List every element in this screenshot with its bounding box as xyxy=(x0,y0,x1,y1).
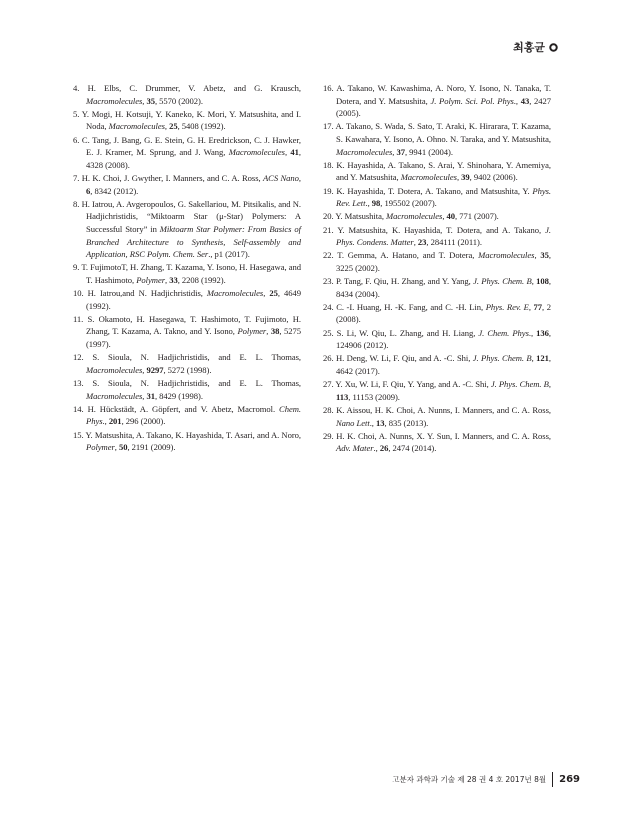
reference-item xyxy=(73,313,301,351)
reference-text: S. Sioula, N. Hadjichristidis, and E. L. Thomas, xyxy=(92,352,301,363)
reference-text: , 5408 (1992). xyxy=(177,121,226,132)
reference-journal: Adv. Mater xyxy=(336,443,374,454)
reference-volume: 113 xyxy=(336,391,349,402)
reference-journal: Nano Lett xyxy=(336,417,370,428)
reference-text: ., xyxy=(373,443,380,454)
reference-text: H. Elbs, C. Drummer, V. Abetz, and G. Krausch, xyxy=(87,83,301,93)
running-header-author xyxy=(513,39,558,55)
reference-journal: Macromolecules xyxy=(228,147,285,158)
reference-number: 4. xyxy=(73,83,80,93)
reference-volume: 136 xyxy=(536,327,549,338)
reference-item xyxy=(73,108,301,133)
reference-text: , 9402 (2006). xyxy=(469,172,518,183)
reference-text: H. Hückstädt, A. Göpfert, and V. Abetz, Macromol. xyxy=(87,403,280,414)
reference-item xyxy=(73,172,301,197)
author-name: 최홍균 xyxy=(513,41,545,54)
reference-number: 25. xyxy=(323,327,334,338)
reference-number: 11. xyxy=(73,313,84,324)
reference-text: , 195502 (2007). xyxy=(380,198,437,209)
reference-text: H. Iatrou,and N. Hadjichristidis, xyxy=(87,288,207,299)
reference-text: , xyxy=(413,237,418,248)
reference-list-right xyxy=(323,82,551,456)
reference-volume: 40 xyxy=(446,211,456,222)
reference-item xyxy=(73,82,301,107)
reference-item xyxy=(323,430,551,455)
reference-text: , 284111 (2011). xyxy=(426,237,482,248)
reference-text: , 3225 (2002). xyxy=(336,250,551,273)
reference-text: Y. Mogi, H. Kotsuji, Y. Kaneko, K. Mori, Y. Matsushita, and I. Noda, xyxy=(81,108,302,132)
reference-text: , 835 (2013). xyxy=(384,417,429,428)
reference-volume: 39 xyxy=(461,172,470,183)
reference-item xyxy=(323,352,551,377)
reference-item xyxy=(323,327,551,352)
reference-item xyxy=(73,429,301,454)
reference-text: , xyxy=(298,172,301,183)
reference-journal: J. Polym. Sci. Pol. Phys xyxy=(430,95,514,106)
reference-text: , xyxy=(165,274,170,285)
page-number: 269 xyxy=(559,774,580,785)
page-footer xyxy=(392,772,580,787)
reference-text: , 8342 (2012). xyxy=(90,185,139,196)
reference-text: H. Deng, W. Li, F. Qiu, and A. -C. Shi, xyxy=(336,353,473,364)
reference-item xyxy=(73,198,301,261)
reference-text: , xyxy=(392,146,397,157)
reference-text: ., xyxy=(102,416,109,427)
reference-journal: J. Phys. Chem. B xyxy=(473,276,532,287)
reference-text: , 4328 (2008). xyxy=(86,147,302,170)
reference-item xyxy=(73,351,301,376)
reference-text: , 2 (2008). xyxy=(336,301,551,325)
reference-number: 14. xyxy=(73,403,84,414)
reference-item xyxy=(323,120,551,158)
reference-item xyxy=(323,224,551,249)
reference-item xyxy=(73,261,301,286)
reference-journal: Macromolecules xyxy=(386,211,443,222)
reference-text: , 8429 (1998). xyxy=(154,390,203,401)
reference-text: Y. Matsushita, xyxy=(335,211,387,222)
reference-text: Y. Xu, W. Li, F. Qiu, Y. Yang, and A. -C. Shi, xyxy=(335,379,491,390)
reference-number: 28. xyxy=(323,404,334,415)
reference-number: 10. xyxy=(73,288,84,299)
reference-text: , xyxy=(284,147,291,158)
reference-volume: 35 xyxy=(540,250,549,261)
reference-text: , 8434 (2004). xyxy=(336,276,551,299)
reference-text: , 5570 (2002). xyxy=(154,95,203,106)
reference-text: , xyxy=(548,379,551,390)
reference-volume: 33 xyxy=(169,274,178,285)
reference-text: , 124906 (2012). xyxy=(336,327,551,351)
reference-text: ., xyxy=(365,198,372,209)
reference-item xyxy=(323,301,551,326)
reference-text: , xyxy=(142,364,147,375)
reference-journal: Macromolecules xyxy=(336,146,393,157)
reference-volume: 43 xyxy=(520,95,530,106)
reference-text: , 9941 (2004). xyxy=(404,146,453,157)
reference-text: ., p1 (2017). xyxy=(208,249,250,260)
reference-journal: Miktoarm Star Polymer: From Basics of Branched Architecture to Synthesis, Self-assembly and Application, RSC Polym. Chem. Ser xyxy=(86,223,301,260)
reference-text: , xyxy=(531,353,537,364)
reference-text: , xyxy=(114,442,119,453)
reference-volume: 77 xyxy=(533,301,543,312)
reference-item xyxy=(73,403,301,428)
reference-number: 8. xyxy=(73,198,80,209)
reference-text: , xyxy=(164,121,170,132)
reference-journal: Macromolecules xyxy=(206,288,264,299)
reference-journal: Polymer xyxy=(136,274,165,285)
reference-text: , xyxy=(266,326,271,337)
reference-journal: J. Chem. Phys xyxy=(478,327,529,338)
reference-number: 26. xyxy=(323,353,334,364)
reference-text: Y. Matsushita, K. Hayashida, T. Dotera, and A. Takano, xyxy=(337,224,546,235)
reference-number: 21. xyxy=(323,224,334,235)
reference-text: ., xyxy=(528,327,537,338)
reference-text: ., xyxy=(513,95,521,106)
reference-journal: J. Phys. Condens. Matter xyxy=(336,224,551,248)
reference-item xyxy=(323,275,551,300)
reference-number: 15. xyxy=(73,429,84,440)
reference-journal: Phys. Rev. E xyxy=(485,301,529,312)
reference-volume: 35 xyxy=(146,95,155,106)
reference-item xyxy=(73,377,301,402)
reference-volume: 25 xyxy=(269,288,278,299)
reference-text: , xyxy=(263,288,270,299)
reference-number: 17. xyxy=(323,121,334,132)
reference-journal: Macromolecules xyxy=(400,172,457,183)
reference-journal: Macromolecules xyxy=(86,95,143,106)
reference-text: T. Gemma, A. Hatano, and T. Dotera, xyxy=(337,250,479,261)
reference-volume: 98 xyxy=(371,198,381,209)
reference-text: , 296 (2000). xyxy=(121,416,166,427)
reference-number: 23. xyxy=(323,276,334,287)
reference-number: 20. xyxy=(323,211,334,222)
reference-volume: 121 xyxy=(536,353,549,364)
reference-journal: Macromolecules xyxy=(86,364,143,375)
reference-journal: J. Phys. Chem. B xyxy=(490,379,549,390)
reference-text: , xyxy=(456,172,462,183)
reference-journal: Macromolecules xyxy=(478,250,535,261)
reference-number: 16. xyxy=(323,83,334,93)
reference-text: , xyxy=(534,250,541,261)
reference-number: 12. xyxy=(73,352,84,363)
reference-journal: J. Phys. Chem. B xyxy=(472,353,532,364)
reference-text: S. Li, W. Qiu, L. Zhang, and H. Liang, xyxy=(336,327,479,338)
reference-text: K. Hayashida, A. Takano, S. Arai, Y. Shinohara, Y. Amemiya, and Y. Matsushita, xyxy=(336,159,551,183)
reference-text: , 2208 (1992). xyxy=(177,274,226,285)
reference-text: , 2191 (2009). xyxy=(127,442,176,453)
reference-text: T. FujimotoT, H. Zhang, T. Kazama, Y. Isono, H. Hasegawa, and T. Hashimoto, xyxy=(81,262,301,285)
footer-divider xyxy=(552,772,553,787)
journal-info: 고분자 과학과 기술 제 28 권 4 호 2017년 8월 xyxy=(392,775,547,784)
reference-journal: Macromolecules xyxy=(86,390,143,401)
reference-number: 6. xyxy=(73,134,80,145)
reference-volume: 37 xyxy=(396,146,405,157)
reference-text: C. -I. Huang, H. -K. Fang, and C. -H. Lin, xyxy=(336,301,486,312)
reference-text: ., xyxy=(369,417,376,428)
reference-item xyxy=(323,159,551,184)
reference-journal: Polymer xyxy=(86,442,115,453)
reference-text: , xyxy=(531,276,537,287)
reference-text: , 771 (2007). xyxy=(455,211,499,222)
reference-number: 7. xyxy=(73,172,80,183)
reference-volume: 50 xyxy=(118,442,128,453)
reference-text: C. Tang, J. Bang, G. E. Stein, G. H. Eredrickson, C. J. Hawker, E. J. Kramer, M. Sprung, and J. Wang, xyxy=(81,134,301,158)
reference-volume: 9297 xyxy=(146,364,164,375)
reference-number: 22. xyxy=(323,250,334,261)
reference-text: A. Takano, S. Wada, S. Sato, T. Araki, K. Hirarara, T. Kazama, S. Kawahara, Y. Isono, A. Ohno. N. Taraka, and Y. Matsushita, xyxy=(335,121,552,144)
reference-volume: 108 xyxy=(536,276,549,287)
reference-text: , 4649 (1992). xyxy=(86,288,301,311)
reference-volume: 13 xyxy=(376,417,385,428)
reference-item xyxy=(323,82,551,120)
reference-journal: Phys. Rev. Lett xyxy=(336,185,551,209)
reference-text: S. Sioula, N. Hadjichristidis, and E. L. Thomas, xyxy=(92,378,301,388)
reference-text: K. Hayashida, T. Dotera, A. Takano, and Matsushita, Y. xyxy=(336,185,533,196)
reference-text: K. Aissou, H. K. Choi, A. Nunns, I. Manners, and C. A. Ross, xyxy=(336,404,551,415)
reference-text: , 2474 (2014). xyxy=(388,443,437,454)
reference-item xyxy=(323,185,551,210)
reference-volume: 6 xyxy=(86,185,91,196)
reference-journal: Chem. Phys xyxy=(86,403,301,427)
reference-volume: 201 xyxy=(108,416,122,427)
reference-text: , 11153 (2009). xyxy=(348,391,400,402)
reference-text: , xyxy=(142,390,147,401)
reference-text: A. Takano, W. Kawashima, A. Noro, Y. Isono, N. Tanaka, T. Dotera, and Y. Matsushita, xyxy=(336,83,552,106)
reference-volume: 23 xyxy=(417,237,427,248)
reference-text: , 5275 (1997). xyxy=(86,326,302,350)
reference-text: S. Okamoto, H. Hasegawa, T. Hashimoto, T. Fujimoto, H. Zhang, T. Kazama, A. Takno, and Y. Isono, xyxy=(86,313,301,337)
reference-number: 29. xyxy=(323,430,334,441)
reference-text: , 2427 (2005). xyxy=(336,95,552,119)
reference-text: P. Tang, F. Qiu, H. Zhang, and Y. Yang, xyxy=(335,276,474,287)
reference-text: , xyxy=(528,301,534,312)
reference-item xyxy=(73,287,301,312)
reference-volume: 31 xyxy=(146,390,155,401)
reference-list-left xyxy=(73,82,301,454)
reference-volume: 38 xyxy=(270,326,280,337)
reference-item xyxy=(323,378,551,403)
reference-text: H. Iatrou, A. Avgeropoulos, G. Sakellariou, M. Pitsikalis, and N. Hadjichristidis, “Miktoarm Star (μ-Star) Polymers: A Successful Story” in xyxy=(81,198,301,234)
reference-number: 19. xyxy=(323,185,334,196)
reference-journal: Macromolecules xyxy=(108,121,165,132)
reference-journal: ACS Nano xyxy=(262,172,299,183)
reference-number: 18. xyxy=(323,159,334,170)
reference-number: 13. xyxy=(73,378,84,388)
reference-item xyxy=(73,134,301,172)
reference-journal: Polymer xyxy=(237,326,267,337)
reference-item xyxy=(323,210,551,223)
reference-number: 24. xyxy=(323,301,334,312)
reference-text: Y. Matsushita, A. Takano, K. Hayashida, T. Asari, and A. Noro, xyxy=(85,429,301,440)
reference-text: H. K. Choi, A. Nunns, X. Y. Sun, I. Manners, and C. A. Ross, xyxy=(336,430,551,441)
circle-bullet-icon xyxy=(549,43,558,52)
reference-text: , 5272 (1998). xyxy=(163,364,212,375)
reference-item xyxy=(323,404,551,429)
reference-text: H. K. Choi, J. Gwyther, I. Manners, and C. A. Ross, xyxy=(81,172,263,183)
reference-number: 5. xyxy=(73,108,80,119)
reference-number: 27. xyxy=(323,379,334,390)
reference-text: , xyxy=(442,211,447,222)
reference-volume: 41 xyxy=(290,147,299,158)
reference-volume: 26 xyxy=(379,443,389,454)
reference-text: , xyxy=(142,95,147,106)
reference-number: 9. xyxy=(73,262,80,273)
reference-text: , 4642 (2017). xyxy=(336,353,551,376)
reference-item xyxy=(323,249,551,274)
reference-volume: 25 xyxy=(169,121,178,132)
